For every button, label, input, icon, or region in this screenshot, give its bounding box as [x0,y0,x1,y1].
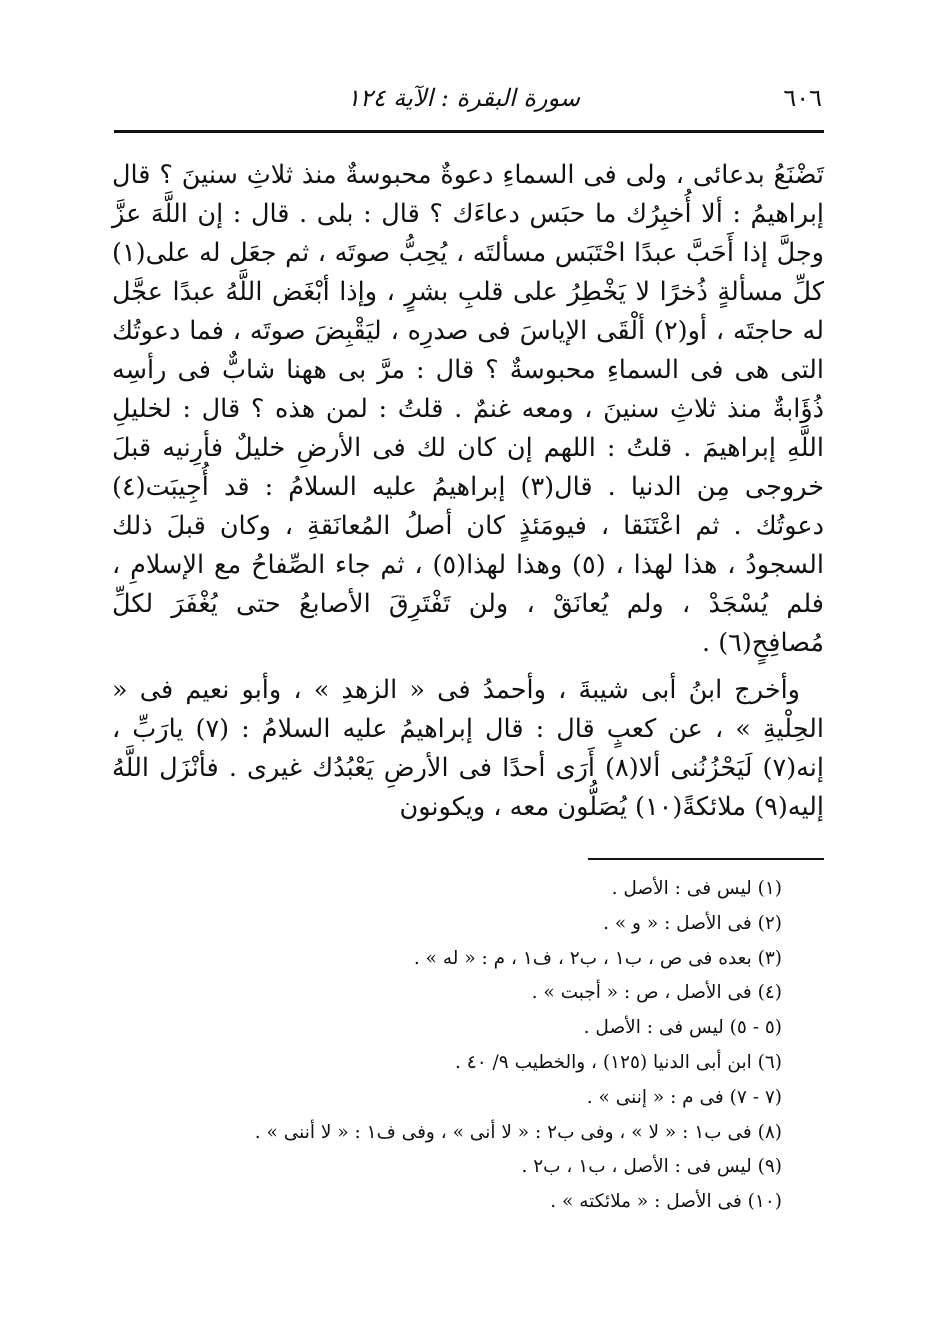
page-header [116,78,822,118]
main-text [112,156,824,827]
footnote: (٣) بعده فى ص ، ب١ ، ب٢ ، ف١ ، م : « له » . [413,947,782,969]
footnote-divider [588,858,824,860]
footnote: (٦) ابن أبى الدنيا (١٢٥) ، والخطيب ٩/ ٤٠ . [455,1051,782,1073]
running-title: سورة البقرة : الآية ١٢٤ [346,84,580,112]
footnote: (٤) فى الأصل ، ص : « أجبت » . [531,982,782,1004]
footnotes [112,872,824,1220]
footnote: (١) ليس فى : الأصل . [611,878,782,899]
footnote: (٢) فى الأصل : « و » . [603,912,782,934]
footnote: (٨) فى ب١ : « لا » ، وفى ب٢ : « لا أنى » ، وفى ف١ : « لا أننى » . [254,1121,782,1143]
footnote: (٧ - ٧) فى م : « إننى » . [586,1086,782,1108]
header-divider [114,130,824,133]
paragraph: تَضْنَعُ بدعائى ، ولى فى السماءِ دعوةٌ محبوسةٌ منذ ثلاثِ سنينَ ؟ قال إبراهيمُ : ألا أُخبِرُك ما حبَس دعاءَك ؟ قال : بلى . قال : إن اللَّهَ عزَّ وجلَّ إذا أَحَبَّ عبدًا احْتَبَس مسألتَه ، يُحِبُّ صوتَه ، ثم جعَل له على(١) كلِّ مسألةٍ ذُخرًا لا يَخْطِرُ على قلبِ بشرٍ ، وإذا أبْغَض اللَّهُ عبدًا عجَّل له حاجتَه ، أو(٢) ألْقَى الإياسَ فى صدرِه ، ليَقْبِضَ صوتَه ، فما دعوتُك التى هى فى السماءِ محبوسةٌ ؟ قال : مرَّ بى ههنا شابٌّ فى رأسِه ذُؤَابةٌ منذ ثلاثِ سنينَ ، ومعه غنمٌ . قلتُ : لمن هذه ؟ قال : لخليلِ اللَّهِ إبراهيمَ . قلتُ : اللهم إن كان لك فى الأرضِ خليلٌ فأرِنيه قبلَ خروجى مِن الدنيا . قال(٣) إبراهيمُ عليه السلامُ : قد أُجِيبَت(٤) دعوتُك . ثم اعْتَنَقا ، فيومَئذٍ كان أصلُ المُعانَقةِ ، وكان قبلَ ذلك السجودُ ، هذا لهذا ، (٥) وهذا لهذا(٥) ، ثم جاء الصِّفاحُ مع الإسلامِ ، فلم يُسْجَدْ ، ولم يُعانَقْ ، ولن تَفْتَرِقَ الأصابعُ حتى يُغْفَرَ لكلِّ مُصافِحٍ(٦) . [112,160,825,658]
paragraph: وأخرج ابنُ أبى شيبةَ ، وأحمدُ فى « الزهدِ » ، وأبو نعيم فى « الحِلْيةِ » ، عن كعبٍ قال : قال إبراهيمُ عليه السلامُ : (٧) يارَبِّ ، إنه(٧) لَيَحْزُنُنى ألا(٨) أَرَى أحدًا فى الأرضِ يَعْبُدُك غيرى . فأنْزَل اللَّهُ إليه(٩) ملائكةً(١٠) يُصَلُّون معه ، ويكونون [112,675,825,822]
footnote: (٥ - ٥) ليس فى : الأصل . [583,1017,782,1039]
footnote: (١٠) فى الأصل : « ملائكته » . [550,1191,782,1213]
page-number: ٦٠٦ [783,84,822,112]
footnote: (٩) ليس فى : الأصل ، ب١ ، ب٢ . [521,1156,782,1178]
